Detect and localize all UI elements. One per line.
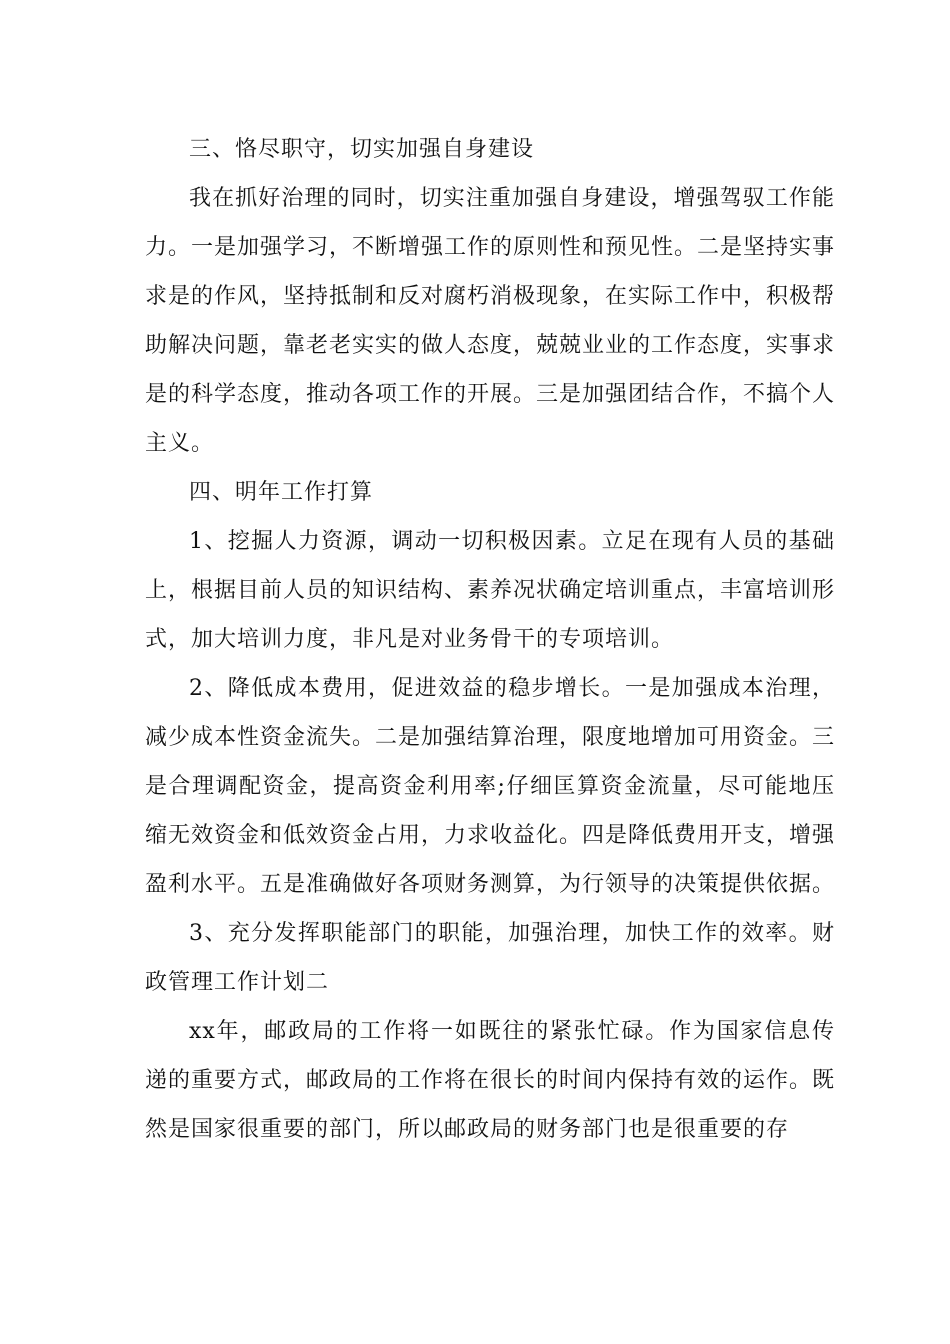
section-heading-3: 三、恪尽职守，切实加强自身建设 bbox=[189, 137, 535, 162]
paragraph-postal-intro: xx年，邮政局的工作将一如既往的紧张忙碌。作为国家信息传递的重要方式，邮政局的工作将在很长的时间内保持有效的运作。既然是国家很重要的部门，所以邮政局的财务部门也是很重要的存 bbox=[145, 1019, 836, 1142]
paragraph-plan-item-1: 1、挖掘人力资源，调动一切积极因素。立足在现有人员的基础上，根据目前人员的知识结构、素养况状确定培训重点，丰富培训形式，加大培训力度，非凡是对业务骨干的专项培训。 bbox=[145, 529, 836, 652]
paragraph-self-building: 我在抓好治理的同时，切实注重加强自身建设，增强驾驭工作能力。一是加强学习，不断增强工作的原则性和预见性。二是坚持实事求是的作风，坚持抵制和反对腐朽消极现象，在实际工作中，积极帮助解决问题，靠老老实实的做人态度，兢兢业业的工作态度，实事求是的科学态度，推动各项工作的开展。三是加强团结合作，不搞个人主义。 bbox=[145, 186, 836, 456]
document-body bbox=[145, 125, 835, 1154]
paragraph-plan-item-2: 2、降低成本费用，促进效益的稳步增长。一是加强成本治理，减少成本性资金流失。二是加强结算治理，限度地增加可用资金。三是合理调配资金，提高资金利用率;仔细匡算资金流量，尽可能地压缩无效资金和低效资金占用，力求收益化。四是降低费用开支，增强盈利水平。五是准确做好各项财务测算，为行领导的决策提供依据。 bbox=[145, 676, 836, 897]
paragraph-plan-item-3: 3、充分发挥职能部门的职能，加强治理，加快工作的效率。财政管理工作计划二 bbox=[145, 921, 835, 995]
section-heading-4: 四、明年工作打算 bbox=[189, 480, 374, 505]
